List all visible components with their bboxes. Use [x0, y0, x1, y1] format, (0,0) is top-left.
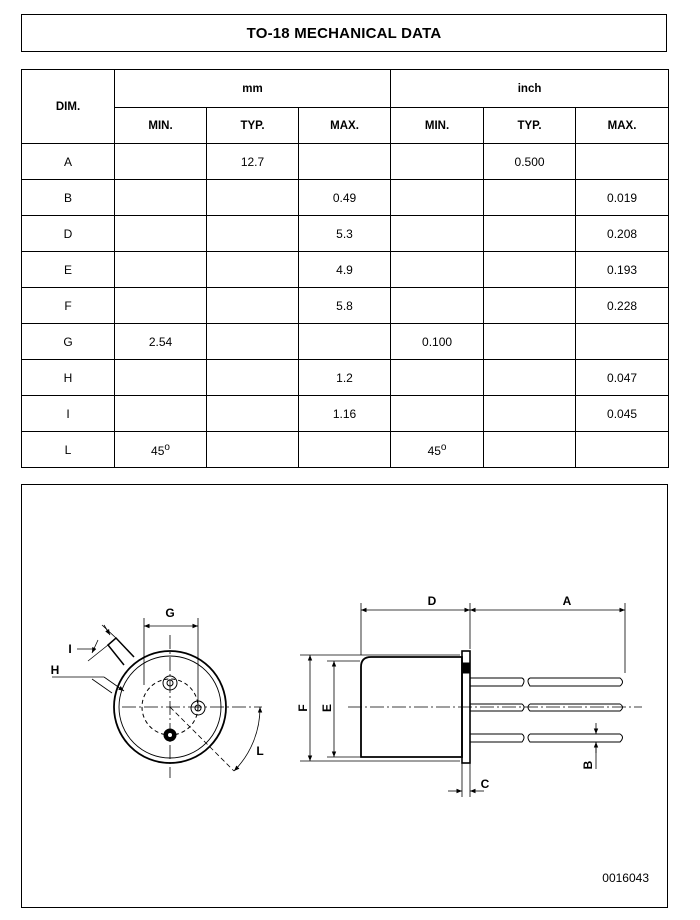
dim-cell: G	[22, 324, 115, 360]
value-cell-in-typ	[484, 360, 576, 396]
value-cell-in-max: 0.045	[576, 396, 669, 432]
value-cell-mm-max	[299, 432, 391, 468]
value-cell-in-min	[391, 252, 484, 288]
value-cell-mm-max: 5.8	[299, 288, 391, 324]
value-cell-mm-min	[115, 180, 207, 216]
value-cell-mm-min	[115, 360, 207, 396]
value-cell-in-min	[391, 288, 484, 324]
dimensions-table	[21, 69, 669, 468]
value-cell-in-max: 0.193	[576, 252, 669, 288]
dim-cell: L	[22, 432, 115, 468]
value-cell-mm-typ	[207, 252, 299, 288]
page-title	[21, 14, 667, 52]
subheader-in-max: MAX.	[576, 108, 669, 144]
angle-value: 45	[427, 443, 441, 458]
value-cell-in-min: 0.100	[391, 324, 484, 360]
dim-cell: B	[22, 180, 115, 216]
value-cell-in-typ	[484, 396, 576, 432]
value-cell-in-max	[576, 324, 669, 360]
value-cell-mm-typ	[207, 432, 299, 468]
value-cell-mm-typ	[207, 180, 299, 216]
value-cell-mm-max	[299, 324, 391, 360]
value-cell-in-max: 0.228	[576, 288, 669, 324]
value-cell-mm-typ	[207, 216, 299, 252]
degree-symbol: o	[440, 441, 447, 453]
value-cell-mm-min	[115, 216, 207, 252]
subheader-in-min: MIN.	[391, 108, 484, 144]
table-row	[22, 144, 669, 180]
value-cell-in-typ	[484, 432, 576, 468]
value-cell-in-typ	[484, 180, 576, 216]
mechanical-drawing	[21, 484, 668, 908]
value-cell-mm-min	[115, 396, 207, 432]
value-cell-in-max	[576, 432, 669, 468]
value-cell-in-max	[576, 144, 669, 180]
label-B: B	[581, 760, 595, 770]
value-cell-in-typ: 0.500	[484, 144, 576, 180]
value-cell-mm-min	[115, 252, 207, 288]
value-cell-in-max: 0.208	[576, 216, 669, 252]
value-cell-mm-max: 5.3	[299, 216, 391, 252]
value-cell-mm-max: 0.49	[299, 180, 391, 216]
subheader-mm-max: MAX.	[299, 108, 391, 144]
label-H: H	[50, 663, 60, 677]
label-A: A	[562, 594, 572, 608]
value-cell-mm-typ	[207, 396, 299, 432]
value-cell-in-max: 0.019	[576, 180, 669, 216]
value-cell-mm-min	[115, 144, 207, 180]
dim-cell: I	[22, 396, 115, 432]
dim-header: DIM.	[22, 70, 115, 144]
group-header-mm: mm	[115, 70, 391, 108]
value-cell-in-typ	[484, 252, 576, 288]
value-cell-in-typ	[484, 324, 576, 360]
value-cell-mm-max: 4.9	[299, 252, 391, 288]
table-row	[22, 288, 669, 324]
table-row	[22, 216, 669, 252]
drawing-code: 0016043	[602, 871, 649, 885]
subheader-mm-min: MIN.	[115, 108, 207, 144]
subheader-mm-typ: TYP.	[207, 108, 299, 144]
group-header-inch: inch	[391, 70, 669, 108]
value-cell-mm-typ	[207, 360, 299, 396]
subheader-in-typ: TYP.	[484, 108, 576, 144]
label-D: D	[427, 594, 437, 608]
table-row	[22, 324, 669, 360]
value-cell-in-min	[391, 396, 484, 432]
value-cell-mm-max: 1.16	[299, 396, 391, 432]
table-row	[22, 396, 669, 432]
bottom-view	[52, 618, 262, 778]
value-cell-mm-min	[115, 432, 207, 468]
table-row	[22, 180, 669, 216]
label-G: G	[165, 606, 175, 620]
dim-cell: D	[22, 216, 115, 252]
value-cell-in-typ	[484, 288, 576, 324]
drawing-svg	[22, 485, 669, 909]
value-cell-mm-max: 1.2	[299, 360, 391, 396]
table-row	[22, 432, 669, 468]
label-I: I	[68, 642, 72, 656]
degree-symbol: o	[164, 441, 170, 453]
label-F: F	[296, 704, 310, 712]
value-cell-mm-typ	[207, 288, 299, 324]
value-cell-in-min	[391, 360, 484, 396]
dim-cell: F	[22, 288, 115, 324]
value-cell-mm-typ	[207, 324, 299, 360]
value-cell-in-min	[391, 144, 484, 180]
value-cell-in-typ	[484, 216, 576, 252]
dim-cell: A	[22, 144, 115, 180]
value-cell-in-min	[391, 216, 484, 252]
value-cell-mm-max	[299, 144, 391, 180]
value-cell-mm-typ: 12.7	[207, 144, 299, 180]
table-row	[22, 252, 669, 288]
value-cell-mm-min	[115, 288, 207, 324]
value-cell-in-min	[391, 432, 484, 468]
label-E: E	[320, 703, 334, 713]
angle-value: 45	[151, 443, 165, 458]
title-text: TO-18 MECHANICAL DATA	[246, 24, 442, 42]
value-cell-in-max: 0.047	[576, 360, 669, 396]
dim-cell: H	[22, 360, 115, 396]
dim-cell: E	[22, 252, 115, 288]
value-cell-in-min	[391, 180, 484, 216]
label-C: C	[480, 777, 490, 791]
label-L: L	[256, 744, 264, 758]
table-row	[22, 360, 669, 396]
value-cell-mm-min: 2.54	[115, 324, 207, 360]
